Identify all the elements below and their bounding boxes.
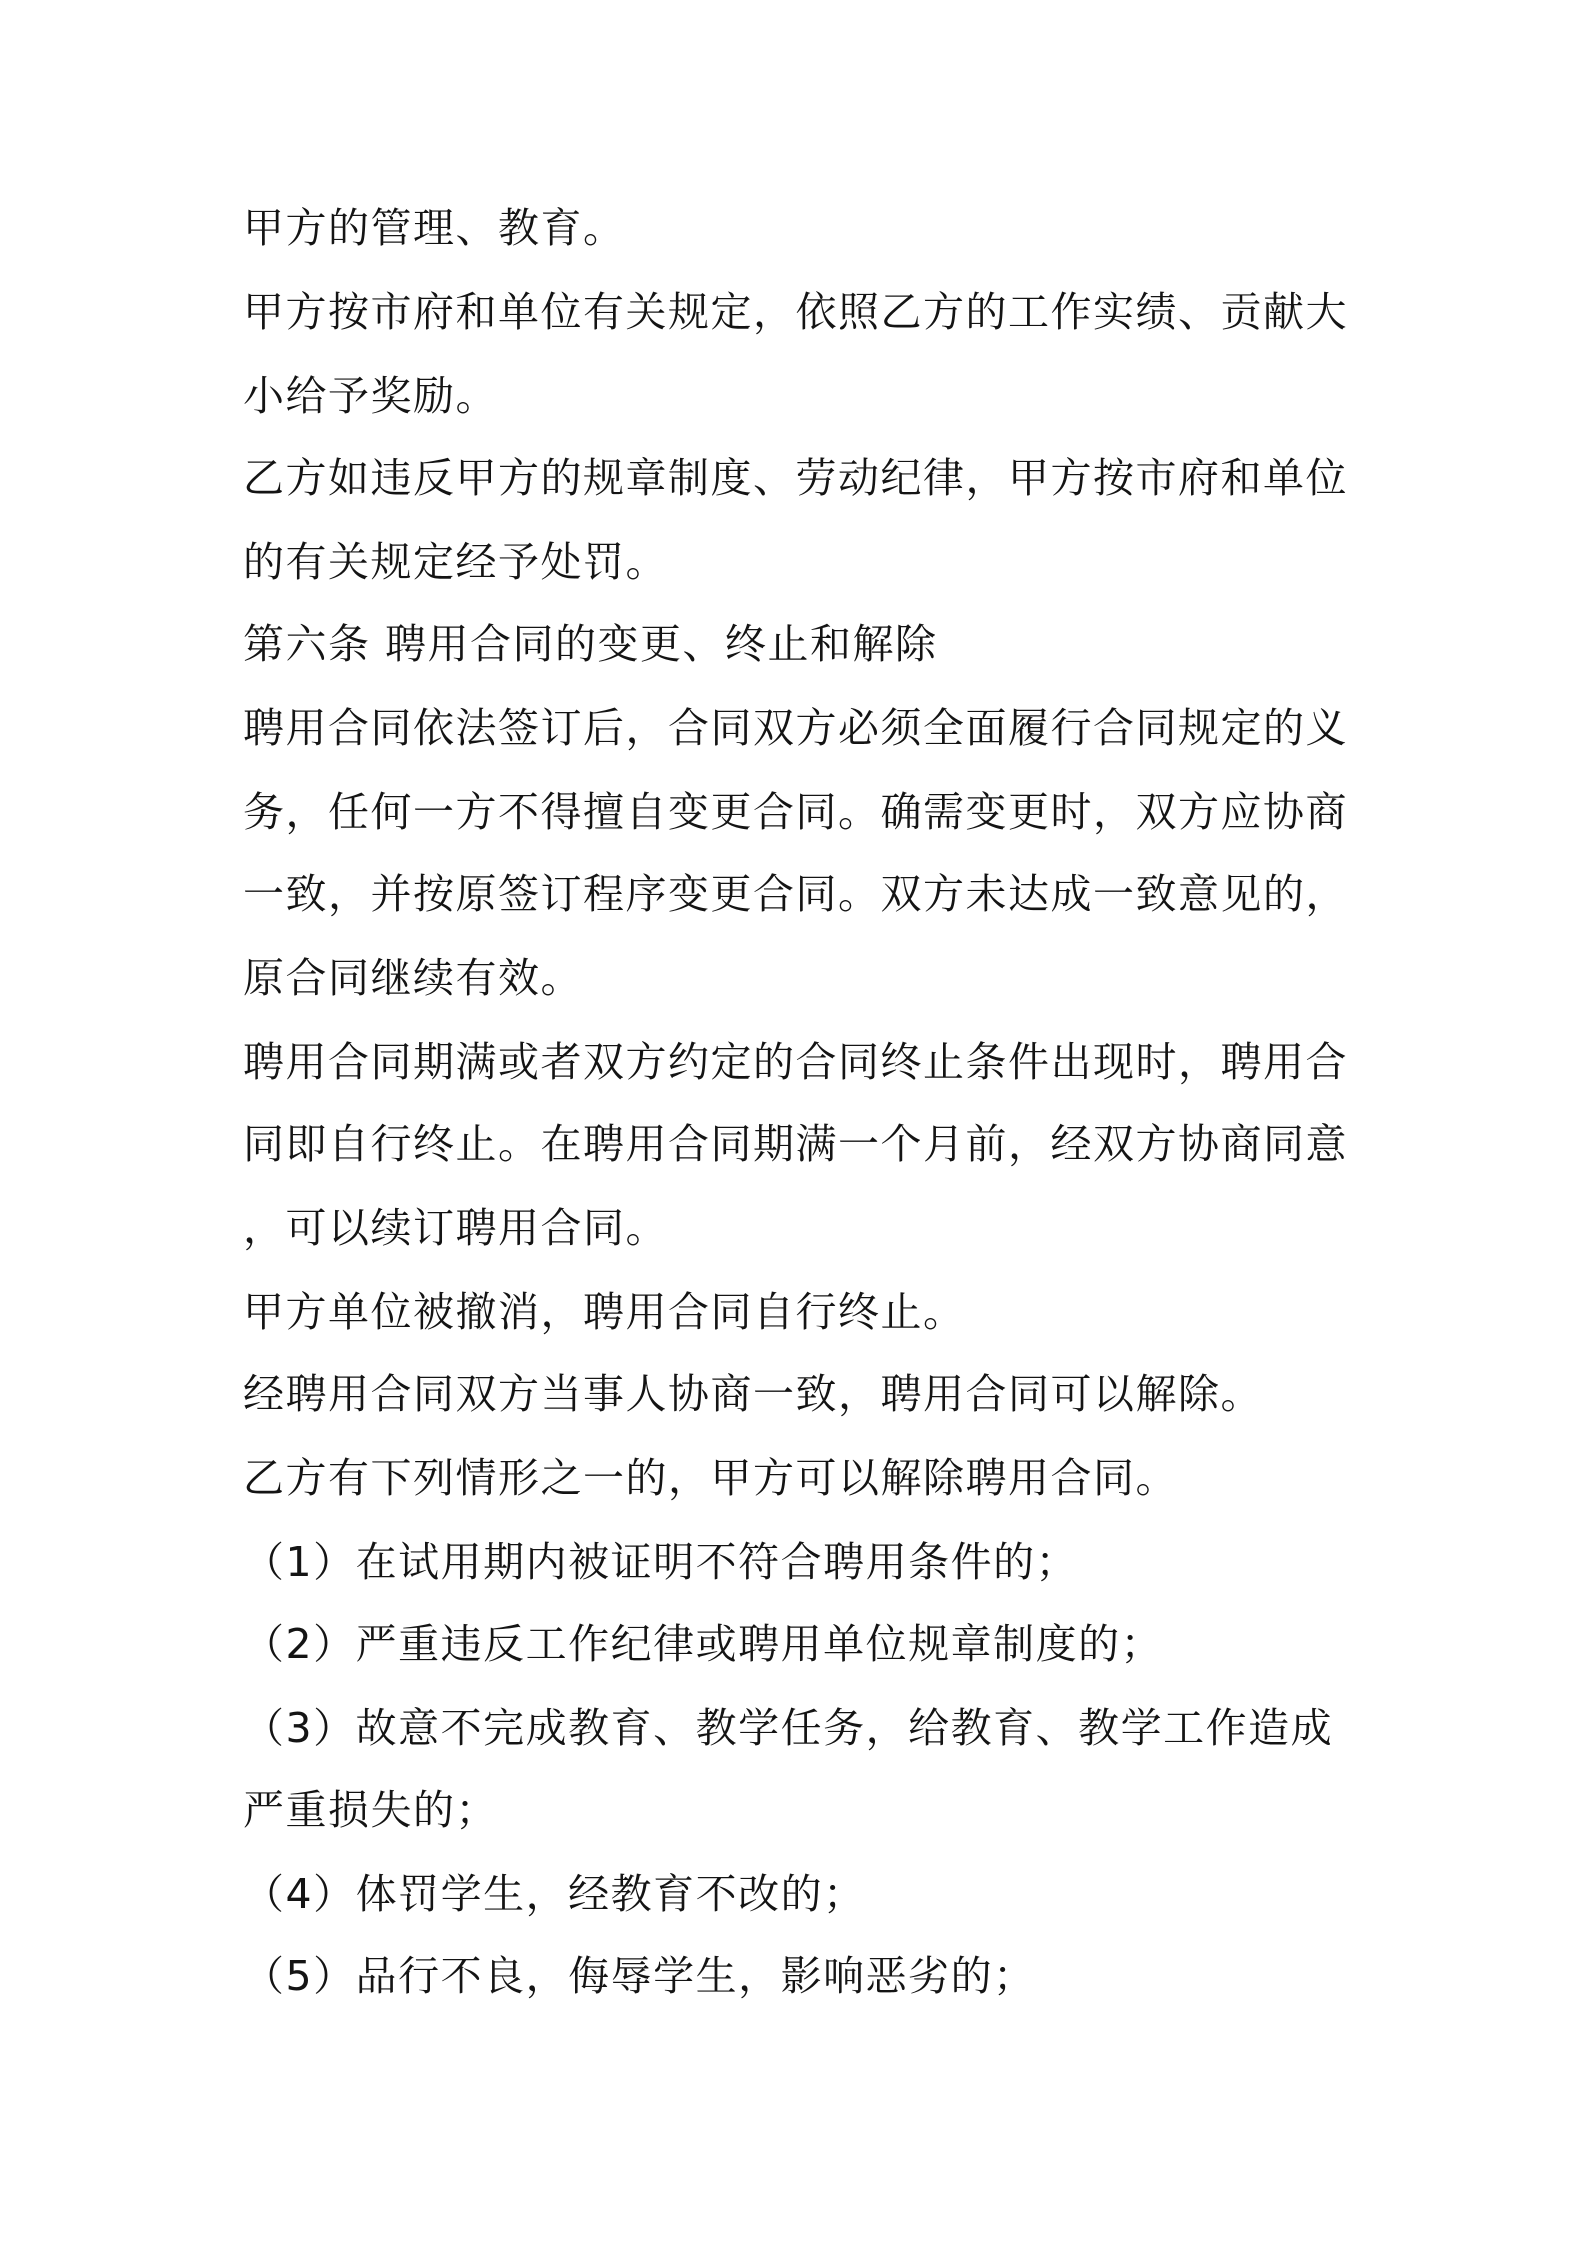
- list-item-1: （1）在试用期内被证明不符合聘用条件的；: [243, 1538, 1079, 1586]
- list-item-5: （5）品行不良，侮辱学生，影响恶劣的；: [243, 1952, 1036, 2000]
- section-heading-article-6: 第六条 聘用合同的变更、终止和解除: [243, 620, 938, 668]
- text-line-7: 聘用合同依法签订后，合同双方必须全面履行合同规定的义: [243, 704, 1348, 752]
- text-line-2: 甲方按市府和单位有关规定，依照乙方的工作实绩、贡献大: [243, 288, 1348, 336]
- text-line-3: 小给予奖励。: [243, 372, 498, 420]
- text-line-10: 原合同继续有效。: [243, 954, 583, 1002]
- list-item-3: （3）故意不完成教育、教学任务，给教育、教学工作造成: [243, 1704, 1334, 1752]
- list-item-2: （2）严重违反工作纪律或聘用单位规章制度的；: [243, 1620, 1164, 1668]
- text-line-14: 甲方单位被撤消，聘用合同自行终止。: [243, 1288, 966, 1336]
- text-line-4: 乙方如违反甲方的规章制度、劳动纪律，甲方按市府和单位: [243, 454, 1348, 502]
- text-line-13: ，可以续订聘用合同。: [243, 1204, 668, 1252]
- text-line-16: 乙方有下列情形之一的，甲方可以解除聘用合同。: [243, 1454, 1178, 1502]
- text-line-15: 经聘用合同双方当事人协商一致，聘用合同可以解除。: [243, 1370, 1263, 1418]
- text-line-11: 聘用合同期满或者双方约定的合同终止条件出现时，聘用合: [243, 1038, 1348, 1086]
- text-line-1: 甲方的管理、教育。: [243, 204, 626, 252]
- list-item-3-continued: 严重损失的；: [243, 1786, 498, 1834]
- text-line-12: 同即自行终止。在聘用合同期满一个月前，经双方协商同意: [243, 1120, 1348, 1168]
- text-line-8: 务，任何一方不得擅自变更合同。确需变更时，双方应协商: [243, 788, 1348, 836]
- list-item-4: （4）体罚学生，经教育不改的；: [243, 1870, 866, 1918]
- text-line-9: 一致，并按原签订程序变更合同。双方未达成一致意见的，: [243, 870, 1348, 918]
- text-line-5: 的有关规定经予处罚。: [243, 538, 668, 586]
